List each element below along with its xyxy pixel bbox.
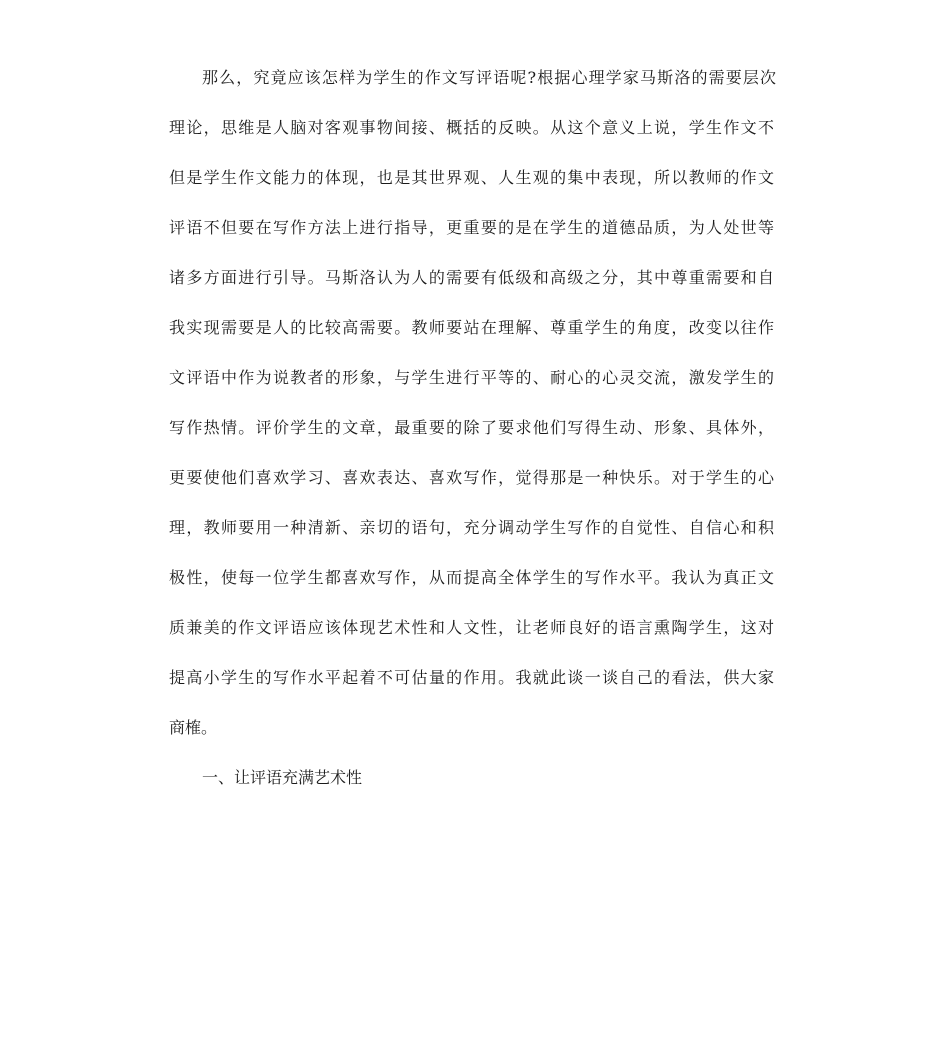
paragraph-line-7: 文评语中作为说教者的形象，与学生进行平等的、耐心的心灵交流，激发学生的	[169, 368, 774, 387]
paragraph-line-4: 评语不但要在写作方法上进行指导，更重要的是在学生的道德品质，为人处世等	[169, 218, 774, 237]
paragraph-line-2: 理论，思维是人脑对客观事物间接、概括的反映。从这个意义上说，学生作文不	[169, 118, 774, 137]
paragraph-line-11: 极性，使每一位学生都喜欢写作，从而提高全体学生的写作水平。我认为真正文	[169, 568, 774, 587]
paragraph-line-10: 理，教师要用一种清新、亲切的语句，充分调动学生写作的自觉性、自信心和积	[169, 518, 774, 537]
paragraph-line-14: 商榷。	[169, 718, 218, 737]
section-heading: 一、让评语充满艺术性	[202, 768, 363, 787]
paragraph-line-13: 提高小学生的写作水平起着不可估量的作用。我就此谈一谈自己的看法，供大家	[169, 668, 774, 687]
paragraph-line-6: 我实现需要是人的比较高需要。教师要站在理解、尊重学生的角度，改变以往作	[169, 318, 774, 337]
paragraph-line-3: 但是学生作文能力的体现，也是其世界观、人生观的集中表现，所以教师的作文	[169, 168, 774, 187]
paragraph-line-8: 写作热情。评价学生的文章，最重要的除了要求他们写得生动、形象、具体外，	[169, 418, 774, 437]
paragraph-line-5: 诸多方面进行引导。马斯洛认为人的需要有低级和高级之分，其中尊重需要和自	[169, 268, 774, 287]
paragraph-line-1: 那么，究竟应该怎样为学生的作文写评语呢?根据心理学家马斯洛的需要层次	[202, 68, 776, 87]
paragraph-line-9: 更要使他们喜欢学习、喜欢表达、喜欢写作，觉得那是一种快乐。对于学生的心	[169, 468, 774, 487]
paragraph-line-12: 质兼美的作文评语应该体现艺术性和人文性，让老师良好的语言熏陶学生，这对	[169, 618, 774, 637]
